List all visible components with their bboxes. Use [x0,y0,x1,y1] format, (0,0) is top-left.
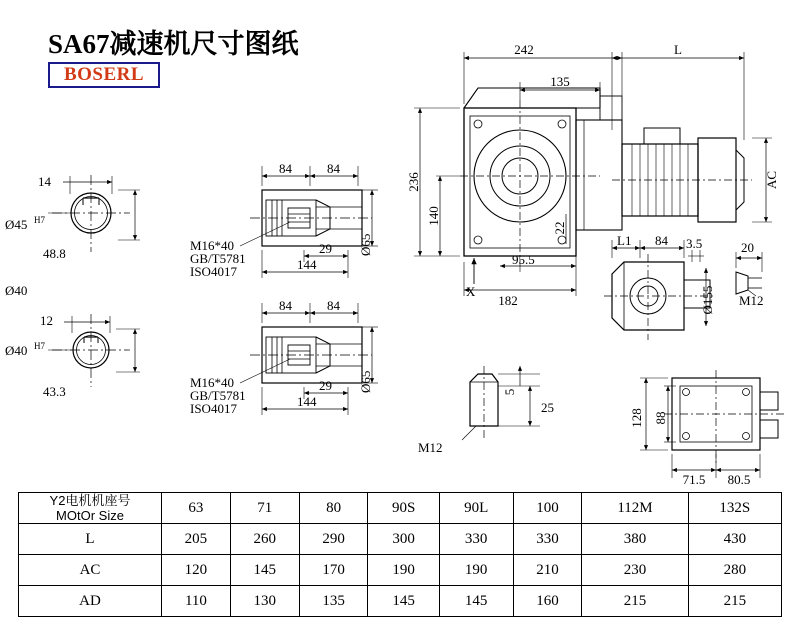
cell-AD-3: 145 [368,586,439,617]
label-sh-29: 29 [319,241,332,256]
cell-L-6: 380 [582,524,688,555]
row-label-AD: AD [19,586,162,617]
label-95-5: 95.5 [512,252,535,267]
table-col-2: 80 [299,493,368,524]
cell-AC-0: 120 [162,555,231,586]
label-5: 5 [502,388,517,396]
label-sh-29-b: 29 [319,378,332,393]
label-d2-bore: Ø40 [5,343,28,358]
cell-AC-3: 190 [368,555,439,586]
label-71-5: 71.5 [682,472,706,487]
table-col-4: 90L [439,493,513,524]
table-header-row [19,493,782,524]
table-row [19,586,782,617]
cell-L-2: 290 [299,524,368,555]
table-header-label [19,493,162,524]
label-sh-d65: Ø65 [358,233,373,256]
label-236: 236 [406,172,421,192]
label-AC: AC [764,170,779,190]
label-d2-height: 43.3 [43,384,66,399]
label-242: 242 [514,42,534,57]
cell-L-5: 330 [513,524,582,555]
motor-size-table [18,492,782,617]
cell-AC-5: 210 [513,555,582,586]
cell-L-7: 430 [688,524,781,555]
label-d1-top: 14 [38,174,51,189]
label-20: 20 [741,240,754,255]
cell-AC-1: 145 [230,555,299,586]
label-M12-bottom: M12 [418,440,443,455]
label-d1-height: 48.8 [43,246,66,261]
label-L: L [674,42,682,57]
table-col-0: 63 [162,493,231,524]
logo-text: BOSERL [63,64,145,85]
label-sh-bolt-b: M16*40 [190,375,235,390]
label-sh-std2: ISO4017 [190,264,237,279]
cell-AD-7: 215 [688,586,781,617]
cell-AD-2: 135 [299,586,368,617]
cell-AC-4: 190 [439,555,513,586]
cell-AD-5: 160 [513,586,582,617]
label-sh-144: 144 [297,257,317,272]
table-col-3: 90S [368,493,439,524]
label-sh-std2-b: ISO4017 [190,401,237,416]
cell-AD-4: 145 [439,586,513,617]
label-L1: L1 [617,233,632,248]
table-row [19,555,782,586]
label-d1-bore-sup: H7 [34,215,45,225]
cell-AC-2: 170 [299,555,368,586]
label-d2-bore-sup: H7 [34,341,45,351]
table-header-line2: MOtOr Size [56,508,124,523]
label-sh-std1: GB/T5781 [190,251,246,266]
label-182: 182 [498,293,518,308]
cell-AC-6: 230 [582,555,688,586]
cell-L-4: 330 [439,524,513,555]
label-sh-84a-b: 84 [279,298,292,313]
cell-AD-1: 130 [230,586,299,617]
label-80-5: 80.5 [727,472,751,487]
label-88: 88 [653,411,668,425]
cell-AD-0: 110 [162,586,231,617]
label-140: 140 [426,206,441,226]
table-col-1: 71 [230,493,299,524]
cell-AD-6: 215 [582,586,688,617]
label-sh-d65-b: Ø65 [358,370,373,393]
label-84-f: 84 [655,233,668,248]
label-135: 135 [550,74,570,89]
label-d2-top: 12 [40,313,53,328]
label-25: 25 [541,400,554,415]
label-sh-144-b: 144 [297,394,317,409]
table-col-5: 100 [513,493,582,524]
table-col-7: 132S [688,493,781,524]
cell-L-3: 300 [368,524,439,555]
cell-AC-7: 280 [688,555,781,586]
label-M12-right: M12 [739,293,764,308]
row-label-L: L [19,524,162,555]
label-sh-std1-b: GB/T5781 [190,388,246,403]
label-d1-bore: Ø45 [5,217,28,232]
label-sh-84a: 84 [279,161,292,176]
page-title: SA67减速机尺寸图纸 [48,29,299,59]
label-X: X [466,284,476,299]
label-sh-bolt: M16*40 [190,238,235,253]
label-3-5: 3.5 [686,236,703,251]
label-128: 128 [629,408,644,428]
cell-L-0: 205 [162,524,231,555]
label-22: 22 [552,221,567,235]
row-label-AC: AC [19,555,162,586]
table-col-6: 112M [582,493,688,524]
label-sh-84b: 84 [327,161,340,176]
cell-L-1: 260 [230,524,299,555]
label-d1-shaft: Ø40 [5,283,28,298]
table-row [19,524,782,555]
table-header-line1: Y2电机机座号 [49,493,131,508]
label-d155: Ø155 [700,285,715,315]
label-sh-84b-b: 84 [327,298,340,313]
